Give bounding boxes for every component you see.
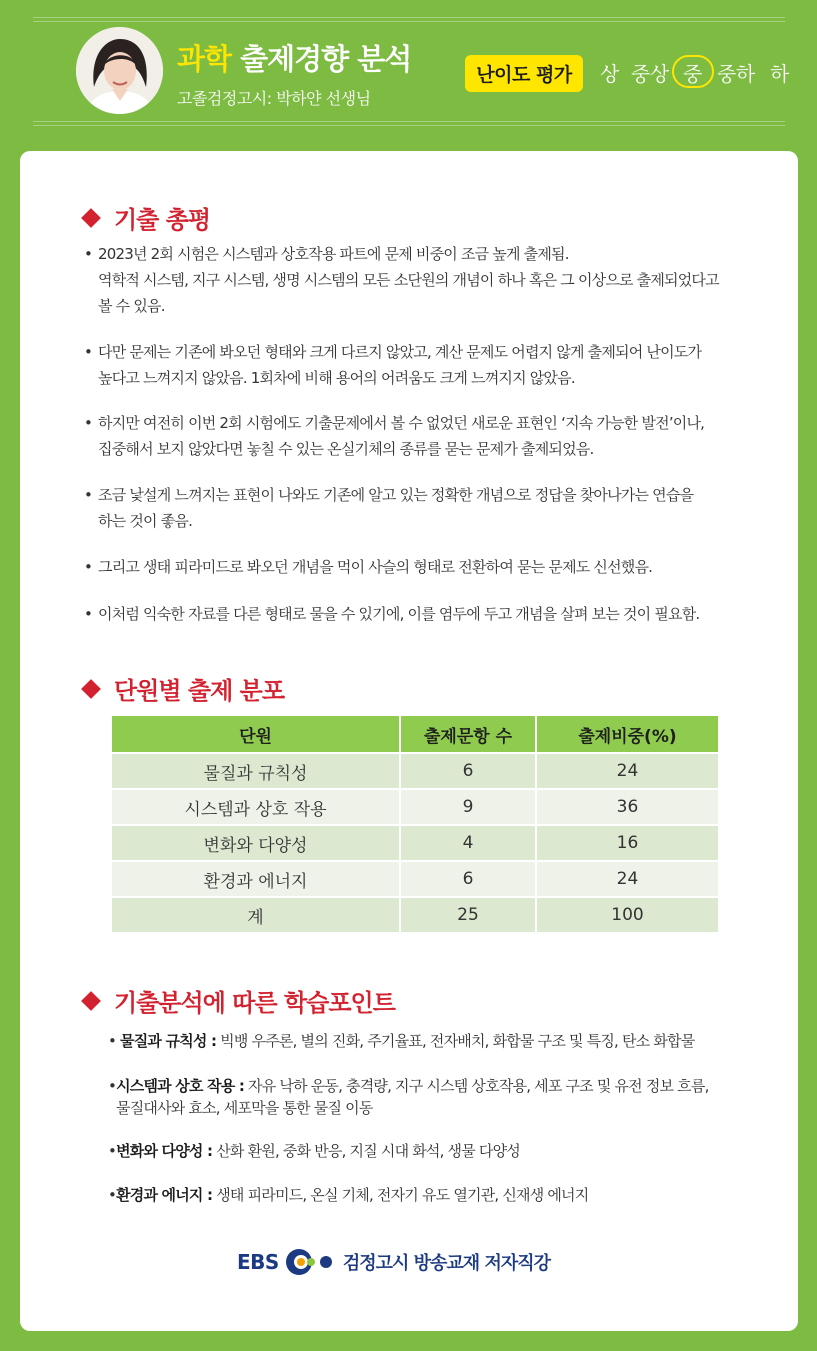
- table-cell: 계: [112, 897, 400, 933]
- overview-paragraph-6: [84, 601, 754, 627]
- ebs-logo-icon: [285, 1248, 335, 1276]
- diamond-bullet-icon: [81, 991, 101, 1011]
- table-cell: 물질과 규칙성: [112, 753, 400, 789]
- table-cell: 시스템과 상호 작용: [112, 789, 400, 825]
- table-cell: 24: [536, 861, 718, 897]
- overview-line: 볼 수 있음.: [98, 297, 165, 315]
- table-cell: 6: [400, 753, 536, 789]
- difficulty-label: 난이도 평가: [465, 55, 583, 92]
- study-point-text: 빅뱅 우주론, 별의 진화, 주기율표, 전자배치, 화합물 구조 및 특징, 탄소 화합물: [216, 1032, 695, 1050]
- level-low: 하: [770, 62, 789, 86]
- overview-paragraph-1: [84, 241, 754, 319]
- table-cell: 36: [536, 789, 718, 825]
- table-cell: 16: [536, 825, 718, 861]
- table-row: [112, 753, 718, 789]
- title-text: 출제경향 분석: [231, 42, 412, 76]
- column-header-unit: 단원: [112, 716, 400, 753]
- table-row: [112, 825, 718, 861]
- header-top-divider: [33, 17, 785, 18]
- level-mid-high: 중상: [631, 62, 669, 86]
- overview-line: • 이처럼 익숙한 자료를 다른 형태로 물을 수 있기에, 이를 염두에 두고 개념을 살펴 보는 것이 필요함.: [98, 605, 700, 623]
- header-title-block: [177, 37, 411, 109]
- table-cell: 4: [400, 825, 536, 861]
- overview-line: 집중해서 보지 않았다면 놓칠 수 있는 온실기체의 종류를 묻는 문제가 출제되었음.: [98, 440, 594, 458]
- header-bottom-divider-inner: [33, 125, 785, 126]
- page-title: [177, 37, 411, 78]
- overview-line: • 하지만 여전히 이번 2회 시험에도 기출문제에서 볼 수 없었던 새로운 표현인 ‘지속 가능한 발전’이나,: [98, 414, 705, 432]
- level-high: 상: [600, 62, 619, 86]
- bullet: •: [108, 1032, 121, 1050]
- bullet: •: [108, 1142, 117, 1160]
- table-cell: 6: [400, 861, 536, 897]
- table-cell: 24: [536, 753, 718, 789]
- overview-line: 하는 것이 좋음.: [98, 512, 193, 530]
- level-mid-selected: 중: [683, 62, 702, 86]
- table-cell: 9: [400, 789, 536, 825]
- table-cell: 100: [536, 897, 718, 933]
- teacher-avatar: [76, 27, 163, 114]
- study-point-name: 시스템과 상호 작용 :: [116, 1077, 245, 1095]
- study-point-item: [108, 1140, 768, 1162]
- diamond-bullet-icon: [81, 679, 101, 699]
- overview-section-title: [78, 200, 210, 235]
- header-top-divider-inner: [33, 21, 785, 22]
- teacher-photo-icon: [76, 27, 163, 114]
- overview-line: • 다만 문제는 기존에 봐오던 형태와 크게 다르지 않았고, 계산 문제도 어렵지 않게 출제되어 난이도가: [98, 343, 702, 361]
- table-cell: 환경과 에너지: [112, 861, 400, 897]
- column-header-count: 출제문항 수: [400, 716, 536, 753]
- study-point-text: 생태 피라미드, 온실 기체, 전자기 유도 열기관, 신재생 에너지: [212, 1186, 589, 1204]
- overview-line: • 조금 낯설게 느껴지는 표현이 나와도 기존에 알고 있는 정확한 개념으로 정답을 찾아나가는 연습을: [98, 486, 694, 504]
- overview-line: 높다고 느껴지지 않았음. 1회차에 비해 용어의 어려움도 크게 느껴지지 않았음.: [98, 369, 575, 387]
- ebs-brand-text: EBS: [237, 1250, 279, 1274]
- distribution-title-text: 단원별 출제 분포: [114, 677, 284, 705]
- table-cell: 변화와 다양성: [112, 825, 400, 861]
- study-point-name: 변화와 다양성 :: [116, 1142, 213, 1160]
- overview-paragraph-4: [84, 482, 754, 534]
- table-row: [112, 789, 718, 825]
- study-points-section-title: [78, 983, 395, 1018]
- overview-line: • 2023년 2회 시험은 시스템과 상호작용 파트에 문제 비중이 조금 높게 출제됨.: [98, 245, 569, 263]
- study-point-name: 환경과 에너지 :: [116, 1186, 213, 1204]
- header-bottom-divider: [33, 121, 785, 122]
- study-points-title-text: 기출분석에 따른 학습포인트: [114, 989, 395, 1017]
- level-mid-low: 중하: [717, 62, 755, 86]
- study-point-name: 물질과 규칙성 :: [120, 1032, 217, 1050]
- study-point-item: [108, 1075, 768, 1119]
- study-point-text-continued: 물질대사와 효소, 세포막을 통한 물질 이동: [116, 1099, 373, 1117]
- table-header-row: [112, 716, 718, 753]
- study-point-item: [108, 1030, 768, 1052]
- study-point-text: 산화 환원, 중화 반응, 지질 시대 화석, 생물 다양성: [212, 1142, 520, 1160]
- table-row: [112, 861, 718, 897]
- overview-line: • 그리고 생태 피라미드로 봐오던 개념을 먹이 사슬의 형태로 전환하여 묻는 문제도 신선했음.: [98, 558, 653, 576]
- table-cell: 25: [400, 897, 536, 933]
- study-point-item: [108, 1184, 768, 1206]
- study-point-text: 자유 낙하 운동, 충격량, 지구 시스템 상호작용, 세포 구조 및 유전 정보 흐름,: [244, 1077, 709, 1095]
- diamond-bullet-icon: [81, 208, 101, 228]
- overview-paragraph-3: [84, 410, 754, 462]
- overview-paragraph-5: [84, 554, 754, 580]
- table-total-row: [112, 897, 718, 933]
- footer-branding: [237, 1248, 550, 1276]
- bullet: •: [108, 1186, 117, 1204]
- overview-paragraph-2: [84, 339, 754, 391]
- bullet: •: [108, 1077, 117, 1095]
- teacher-subtitle: 고졸검정고시: 박하얀 선생님: [177, 89, 371, 108]
- overview-title-text: 기출 총평: [114, 206, 211, 234]
- column-header-ratio: 출제비중(%): [536, 716, 718, 753]
- subject-highlight: 과학: [177, 42, 232, 76]
- footer-text: 검정고시 방송교재 저자직강: [342, 1253, 551, 1274]
- overview-line: 역학적 시스템, 지구 시스템, 생명 시스템의 모든 소단원의 개념이 하나 혹은 그 이상으로 출제되었다고: [98, 271, 719, 289]
- distribution-table: [112, 716, 718, 934]
- distribution-section-title: [78, 671, 284, 706]
